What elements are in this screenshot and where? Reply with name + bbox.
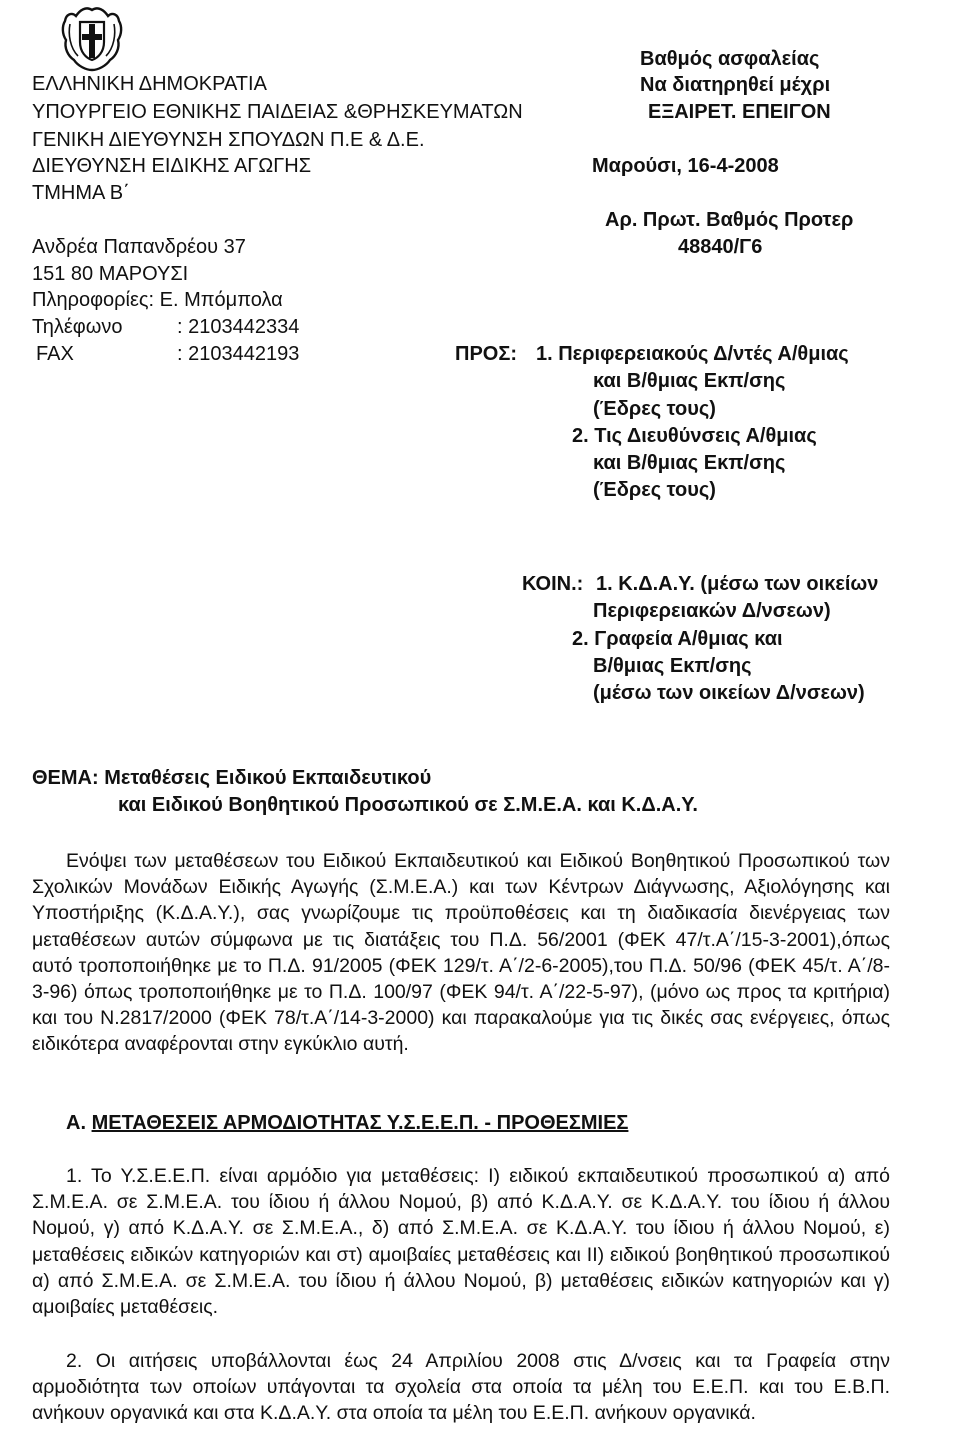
item-2 [32, 1348, 890, 1427]
section-a-prefix: Α. [66, 1112, 86, 1134]
copies-line-5: (μέσω των οικείων Δ/νσεων) [593, 682, 865, 704]
item-2-text: 2. Οι αιτήσεις υποβάλλονται έως 24 Απριλίου 2008 στις Δ/νσεις και τα Γραφεία στην αρμοδιότητα των οποίων υπάγονται τα σχολεία στα οποία τα μέλη του Ε.Ε.Π. και του Ε.Β.Π. ανήκουν οργανικά και στα Κ.Δ.Α.Υ. στα οποία τα μέλη του Ε.Ε.Π. ανήκουν οργανικά. [32, 1350, 890, 1425]
fax-value: : 2103442193 [177, 343, 300, 365]
recipient-line-1: 1. Περιφερειακούς Δ/ντές Α/θμιας [536, 343, 849, 365]
classification: ΕΞΑΙΡΕΤ. ΕΠΕΙΓΟΝ [648, 101, 831, 123]
recipient-line-3: (Έδρες τους) [593, 398, 716, 420]
retain-until: Να διατηρηθεί μέχρι [640, 74, 831, 96]
recipient-line-6: (Έδρες τους) [593, 479, 716, 501]
recipients-label: ΠΡΟΣ: [455, 343, 518, 365]
intro-paragraph-text: Ενόψει των μεταθέσεων του Ειδικού Εκπαιδευτικού και Ειδικού Βοηθητικού Προσωπικού των Σχολικών Μονάδων Ειδικής Αγωγής (Σ.Μ.Ε.Α.) και των Κέντρων Διάγνωσης, Αξιολόγησης και Υποστήριξης (Κ.Δ.Α.Υ.), σας γνωρίζουμε τις προϋποθέσεις και τη διαδικασία διενέργειας των μεταθέσεων αυτών σύμφωνα με τις διατάξεις του Π.Δ. 56/2001 (ΦΕΚ 47/τ.Α΄/15-3-2001),όπως αυτό τροποποιήθηκε με το Π.Δ. 91/2005 (ΦΕΚ 129/τ. Α΄/2-6-2005),του Π.Δ. 50/96 (ΦΕΚ 45/τ. Α΄/8-3-96) όπως τροποποιήθηκε με το Π.Δ. 100/97 (ΦΕΚ 94/τ. Α΄/22-5-97), (μόνο ως προς τα κριτήρια) και του Ν.2817/2000 (ΦΕΚ 78/τ.Α΄/14-3-2000) και παρακαλούμε για τις δικές σας ενέργειες, όπως ειδικότερα αναφέρονται στην εγκύκλιο αυτή. [32, 850, 890, 1056]
phone-label: Τηλέφωνο [32, 316, 123, 338]
security-grade: Βαθμός ασφαλείας [640, 48, 820, 70]
address-street: Ανδρέα Παπανδρέου 37 [32, 236, 246, 258]
greek-state-emblem-icon [56, 4, 128, 74]
subject-line-2: και Ειδικού Βοηθητικού Προσωπικού σε Σ.Μ.Ε.Α. και Κ.Δ.Α.Υ. [118, 794, 698, 816]
copies-line-1: 1. Κ.Δ.Α.Υ. (μέσω των οικείων [596, 573, 879, 595]
intro-paragraph [32, 848, 890, 1058]
copies-line-4: Β/θμιας Εκπ/σης [593, 655, 752, 677]
copies-label: ΚΟΙΝ.: [522, 573, 584, 595]
address-city: 151 80 ΜΑΡΟΥΣΙ [32, 263, 189, 285]
item-1-text: 1. Το Υ.Σ.Ε.Ε.Π. είναι αρμόδιο για μεταθέσεις: Ι) ειδικού εκπαιδευτικού προσωπικού α) από Σ.Μ.Ε.Α. σε Σ.Μ.Ε.Α. του ίδιου ή άλλου Νομού, β) από Κ.Δ.Α.Υ. σε Κ.Δ.Α.Υ. του ίδιου ή άλλου Νομού, γ) από Κ.Δ.Α.Υ. σε Σ.Μ.Ε.Α., δ) από Σ.Μ.Ε.Α. σε Κ.Δ.Α.Υ. του ίδιου ή άλλου Νομού, ε) μεταθέσεις ειδικών κατηγοριών και στ) αμοιβαίες μεταθέσεις και ΙΙ) ειδικού βοηθητικού προσωπικού α) από Σ.Μ.Ε.Α. σε Σ.Μ.Ε.Α. του ίδιου ή άλλου Νομού, β) μεταθέσεις ειδικών κατηγοριών και γ) αμοιβαίες μεταθέσεις. [32, 1165, 890, 1319]
header-line-1: ΕΛΛΗΝΙΚΗ ΔΗΜΟΚΡΑΤΙΑ [32, 73, 267, 95]
recipient-line-2: και Β/θμιας Εκπ/σης [593, 370, 786, 392]
header-line-2: ΥΠΟΥΡΓΕΙΟ ΕΘΝΙΚΗΣ ΠΑΙΔΕΙΑΣ &ΘΡΗΣΚΕΥΜΑΤΩΝ [32, 101, 523, 123]
recipient-line-4: 2. Τις Διευθύνσεις Α/θμιας [572, 425, 817, 447]
info-contact: Πληροφορίες: Ε. Μπόμπολα [32, 289, 283, 311]
section-a-heading [66, 1110, 628, 1136]
fax-label: FAX [36, 343, 74, 365]
place-date: Μαρούσι, 16-4-2008 [592, 155, 779, 177]
protocol-label: Αρ. Πρωτ. Βαθμός Προτερ [605, 209, 854, 231]
recipient-line-5: και Β/θμιας Εκπ/σης [593, 452, 786, 474]
subject-line-1: ΘΕΜΑ: Μεταθέσεις Ειδικού Εκπαιδευτικού [32, 767, 432, 789]
item-1 [32, 1163, 890, 1320]
section-a-title: ΜΕΤΑΘΕΣΕΙΣ ΑΡΜΟΔΙΟΤΗΤΑΣ Υ.Σ.Ε.Ε.Π. - ΠΡΟΘΕΣΜΙΕΣ [91, 1112, 629, 1134]
header-line-5: ΤΜΗΜΑ Β΄ [32, 182, 130, 204]
copies-line-3: 2. Γραφεία Α/θμιας και [572, 628, 783, 650]
copies-line-2: Περιφερειακών Δ/νσεων) [593, 600, 831, 622]
protocol-number: 48840/Γ6 [678, 236, 763, 258]
header-line-4: ΔΙΕΥΘΥΝΣΗ ΕΙΔΙΚΗΣ ΑΓΩΓΗΣ [32, 155, 312, 177]
phone-value: : 2103442334 [177, 316, 300, 338]
header-line-3: ΓΕΝΙΚΗ ΔΙΕΥΘΥΝΣΗ ΣΠΟΥΔΩΝ Π.Ε & Δ.Ε. [32, 129, 425, 151]
